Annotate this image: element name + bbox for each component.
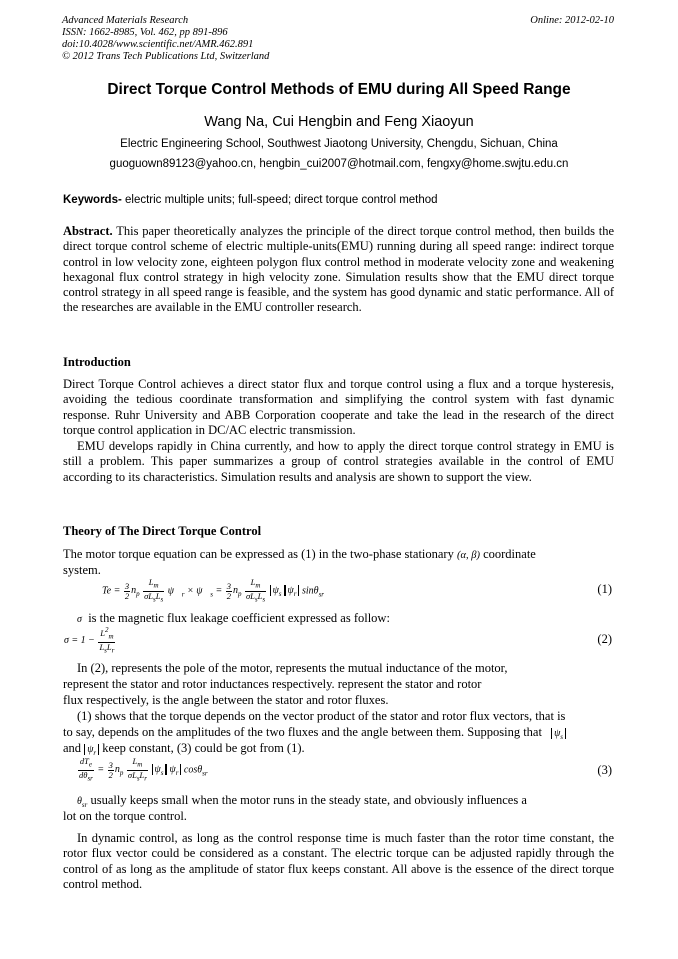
introduction-heading: Introduction: [63, 355, 131, 369]
online-date: Online: 2012-02-10: [530, 15, 614, 26]
doi: doi:10.4028/www.scientific.net/AMR.462.891: [62, 39, 254, 50]
theory-sentence-5: flux respectively, is the angle between the stator and rotor fluxes.: [63, 693, 389, 707]
theory-last-paragraph: In dynamic control, as long as the control response time is much faster than the rotor time constant, the rotor flux vector could be considered as a constant. The electric torque can be adjusted rapidly through the control of as long as the amplitude of stator flux keeps constant. All above is the essence of the direct torque control method.: [63, 831, 614, 891]
keywords: [63, 194, 438, 206]
equation-2: σ = 1 − $\frac{L^2_m}{L_sL_r}$: [64, 626, 115, 655]
affiliation: Electric Engineering School, Southwest Jiaotong University, Chengdu, Sichuan, China: [120, 138, 558, 150]
abstract-text: This paper theoretically analyzes the principle of the direct torque control method, then builds the direct torque control scheme of electric multiple-units(EMU) running during all speed range: indirect torque control in low velocity zone, eighteen polygon flux control method in moderate velocity zone and weakening hexagonal flux control strategy in high velocity zone. Simulation results show that the EMU direct torque control strategy in all speed range is feasible, and the system has good dynamic and static performance. All of the researches are available in the EMU controller research.: [63, 224, 614, 315]
theory-sentence-8: and $\psi_r$ keep constant, (3) could be got from (1).: [63, 741, 305, 757]
sigma-symbol: σ: [77, 614, 82, 625]
issn: ISSN: 1662-8985, Vol. 462, pp 891-896: [62, 27, 228, 38]
theory-sentence-3: In (2), represents the pole of the motor, represents the mutual inductance of the motor,: [77, 661, 508, 675]
equation-2-number: (2): [597, 632, 612, 646]
journal-header: [62, 15, 269, 63]
theory-sentence-4: represent the stator and rotor inductances respectively. represent the stator and rotor: [63, 677, 482, 691]
abstract: [63, 224, 614, 316]
intro-paragraph-1: Direct Torque Control achieves a direct stator flux and torque control using a flux and a torque hysteresis, avoiding the tedious coordinate transformation and simplifying the control system with fast dynamic response. Ruhr University and ABB Corporation cooperate and take the lead in the research of the direct torque control application in DC/AC electric transmission.: [63, 377, 614, 437]
theory-sentence-1: The motor torque equation can be expressed as (1) in the two-phase stationary (α, β) coordinate: [63, 547, 536, 561]
theory-heading: Theory of The Direct Torque Control: [63, 524, 262, 538]
theory-sentence-1-end: system.: [63, 563, 101, 577]
stator-flux-magnitude: $\psi_s$: [551, 728, 566, 739]
coordinate-symbol: (α, β): [456, 550, 480, 561]
journal-name: Advanced Materials Research: [62, 15, 189, 26]
keywords-text: electric multiple units; full-speed; direct torque control method: [121, 194, 438, 206]
intro-paragraph-2: EMU develops rapidly in China currently, and how to apply the direct torque control strategy in EMU is still a problem. This paper summarizes a group of control strategies available in the control of EMU according to its characteristics. Simulation results and analysis are shown to support the view.: [63, 439, 614, 484]
theory-sentence-10: lot on the torque control.: [63, 809, 187, 823]
equation-1-number: (1): [597, 582, 612, 596]
theory-sentence-9: $\theta_{sr}$ usually keeps small when the motor runs in the steady state, and obviously influences a: [77, 793, 527, 809]
abstract-label: Abstract.: [63, 224, 113, 238]
copyright: © 2012 Trans Tech Publications Ltd, Switzerland: [62, 51, 270, 62]
keywords-label: Keywords-: [63, 194, 122, 206]
theory-sentence-2: σ is the magnetic flux leakage coefficient expressed as follow:: [77, 611, 390, 625]
equation-1: Te = $\frac{3}{2}$ $n_p$ $\frac{L_m}{\sigma L_sL_s}$ $\psi⃗_r$ × $\psi⃗_s$ = $\frac{3}{2}$ $n_p$ $\frac{L_m}{\sigma L_sL_s}$ $\psi_s$ $\psi_r$ sinθ$_{sr}$: [102, 577, 325, 604]
equation-3: $\frac{dT_e}{d\theta_{sr}}$ = $\frac{3}{2}$ $n_p$ $\frac{L_m}{\sigma L_sL_r}$ $\psi_s$ $\psi_r$ cosθ$_{sr}$: [79, 756, 208, 783]
equation-3-number: (3): [597, 763, 612, 777]
paper-title: Direct Torque Control Methods of EMU during All Speed Range: [107, 81, 571, 98]
theta-sr-symbol: $\theta_{sr}$: [77, 796, 88, 809]
theory-sentence-6: (1) shows that the torque depends on the vector product of the stator and rotor flux vectors, that is: [77, 709, 566, 723]
theory-sentence-7: to say, depends on the amplitudes of the two fluxes and the angle between them. Supposing that $\psi_s$: [63, 725, 614, 741]
authors: Wang Na, Cui Hengbin and Feng Xiaoyun: [204, 114, 474, 130]
rotor-flux-magnitude: $\psi_r$: [84, 744, 99, 755]
emails: guoguown89123@yahoo.cn, hengbin_cui2007@hotmail.com, fengxy@home.swjtu.edu.cn: [109, 158, 569, 170]
